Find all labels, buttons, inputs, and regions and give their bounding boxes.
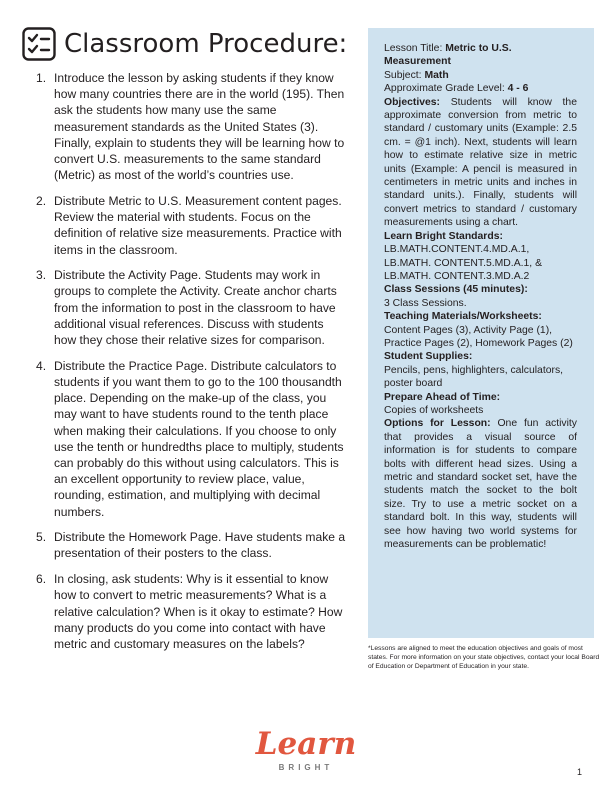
step-text: Distribute the Activity Page. Students may work in groups to complete the Activity. Create anchor charts from the information to post in the classroom to have additional visual references. Discuss with students how they chose their relative sizes for comparison. xyxy=(54,268,337,348)
step-text: Distribute Metric to U.S. Measurement content pages. Review the material with students. Focus on the definition of relative size measurements. Practice with items in the classroom. xyxy=(54,193,342,257)
list-item xyxy=(30,267,348,348)
step-text: Introduce the lesson by asking students if they know how many countries there are in the world (195). Then ask the students how many use the same measurement standards as the United States (3). Finally, explain to students they will be learning how to convert U.S. measurements to the same standard (Metric) as most of the world’s countries use. xyxy=(54,71,345,183)
list-item xyxy=(30,193,348,258)
subject-value: Math xyxy=(424,69,449,81)
step-text: Distribute the Homework Page. Have students make a presentation of their posters to the class. xyxy=(54,530,346,561)
standards-label: Learn Bright Standards: xyxy=(384,230,503,242)
options-text: One fun activity that provides a visual source of information is for students to compare bolts with different head sizes. Using a metric and standard socket set, have the students match the socket to the bolt size. Try to use a metric socket on a standard bolt. In this way, students will see how having two world systems for measurements can be problematic! xyxy=(384,418,577,551)
prepare-label: Prepare Ahead of Time: xyxy=(384,391,501,403)
step-number: 4. xyxy=(36,358,47,373)
step-text: Distribute the Practice Page. Distribute calculators to students if you want them to go to the 100 thousandth place. Depending on the make-up of the class, you may want to have students round to the tenth place when making their calculations. If you choose to only use the tenth or hundredths place to multiply, students can probably do this without using calculators. This is an excellent opportunity to review place, value, rounding, estimation, and multiplying with decimal numbers. xyxy=(54,358,344,519)
step-number: 5. xyxy=(36,530,47,545)
step-number: 2. xyxy=(36,193,47,208)
lesson-info-panel xyxy=(368,28,594,638)
footnote: *Lessons are aligned to meet the education objectives and goals of most states. For more information on your state objectives, contact your local Board of Education or Department of Education in your state. xyxy=(368,645,600,670)
logo-word: Learn xyxy=(255,726,357,762)
materials-text: Content Pages (3), Activity Page (1), Practice Pages (2), Homework Pages (2) xyxy=(384,324,573,349)
lesson-title-value: Metric to U.S. Measurement xyxy=(384,43,512,68)
procedure-list xyxy=(30,70,348,662)
sessions-text: 3 Class Sessions. xyxy=(384,297,467,309)
learn-bright-logo xyxy=(254,726,358,778)
materials-label: Teaching Materials/Worksheets: xyxy=(384,311,542,323)
objectives-label: Objectives: xyxy=(384,96,441,108)
list-item xyxy=(30,571,348,652)
objectives-text: Students will know the approximate conversion from metric to standard / customary units (Example: 2.5 cm. = @1 inch). Next, students will learn how to estimate relative size in metric units (Example: A pencil is measured in centimeters in metric units and inches in standard units.). Finally, students will convert metrics to standard / customary measurements using a chart. xyxy=(384,96,577,229)
standards-text: LB.MATH.CONTENT.4.MD.A.1, LB.MATH. CONTENT.5.MD.A.1, & LB.MATH. CONTENT.3.MD.A.2 xyxy=(384,244,542,282)
sessions-label: Class Sessions (45 minutes): xyxy=(384,284,528,296)
list-item xyxy=(30,529,348,561)
prepare-text: Copies of worksheets xyxy=(384,404,484,416)
options-section xyxy=(384,417,577,551)
step-text: In closing, ask students: Why is it essential to know how to convert to metric measurements? What is a relative calculation? When is it okay to estimate? How many products do you come into contact with have metric and customary measures on the labels? xyxy=(54,572,343,651)
grade-label: Approximate Grade Level: xyxy=(384,83,508,95)
lesson-title-line xyxy=(384,42,577,69)
step-number: 1. xyxy=(36,71,47,85)
lesson-title-label: Lesson Title: xyxy=(384,43,446,54)
step-number: 6. xyxy=(36,572,47,587)
step-number: 3. xyxy=(36,268,47,283)
grade-line xyxy=(384,82,577,95)
list-item xyxy=(30,358,348,520)
page-header xyxy=(22,24,347,64)
subject-line xyxy=(384,69,577,82)
logo-subtext: BRIGHT xyxy=(278,763,334,772)
subject-label: Subject: xyxy=(384,69,425,81)
options-label: Options for Lesson: xyxy=(384,418,491,430)
page-number: 1 xyxy=(577,767,583,777)
supplies-label: Student Supplies: xyxy=(384,351,473,363)
checklist-icon xyxy=(22,27,56,61)
objectives-section xyxy=(384,96,577,230)
supplies-text: Pencils, pens, highlighters, calculators, poster board xyxy=(384,364,564,390)
list-item xyxy=(30,70,348,183)
grade-value: 4 - 6 xyxy=(507,83,529,95)
page-title: Classroom Procedure: xyxy=(64,29,348,59)
